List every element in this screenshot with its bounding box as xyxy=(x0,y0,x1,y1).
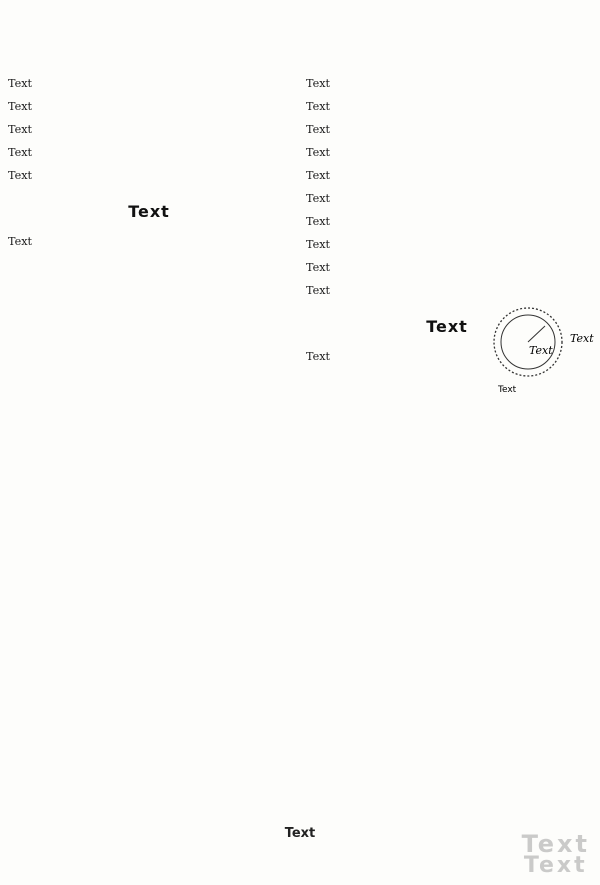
answer-block-continued: Text xyxy=(8,77,33,90)
answer-block-14: Text xyxy=(8,169,33,182)
answer-block-9-cont: Text xyxy=(306,284,331,297)
answer-block-3: Text xyxy=(306,123,331,136)
answer-block-top-formula: Text xyxy=(306,77,331,90)
watermark-logo xyxy=(521,830,590,878)
answer-block-9: Text xyxy=(306,261,331,274)
answer-block-8: Text xyxy=(306,238,331,251)
figure-caption: Text xyxy=(498,385,517,395)
answer-block-11-1: Text xyxy=(306,350,331,363)
answer-block-13: Text xyxy=(8,146,33,159)
watermark-line-2: Text xyxy=(523,853,588,878)
radius-line xyxy=(528,326,545,342)
ring-diagram xyxy=(478,302,594,398)
answer-block-2: Text xyxy=(306,100,331,113)
answer-block-4: Text xyxy=(306,146,331,159)
watermark-line-1: Text xyxy=(521,830,590,858)
section-heading-10: Text xyxy=(128,202,170,221)
left-column xyxy=(8,74,290,255)
surface-label: Text xyxy=(570,332,594,345)
ring-figure xyxy=(478,302,594,398)
page-number: Text xyxy=(284,826,316,841)
answer-block-5: Text xyxy=(306,169,331,182)
answer-block-10-1: Text xyxy=(8,235,33,248)
answer-block-12: Text xyxy=(8,100,33,113)
answer-block-6: Text xyxy=(306,192,331,205)
answer-block-12-cont: Text xyxy=(8,123,33,136)
section-heading-11: Text xyxy=(426,317,468,336)
radius-label: Text xyxy=(529,344,553,357)
answer-block-7: Text xyxy=(306,215,331,228)
